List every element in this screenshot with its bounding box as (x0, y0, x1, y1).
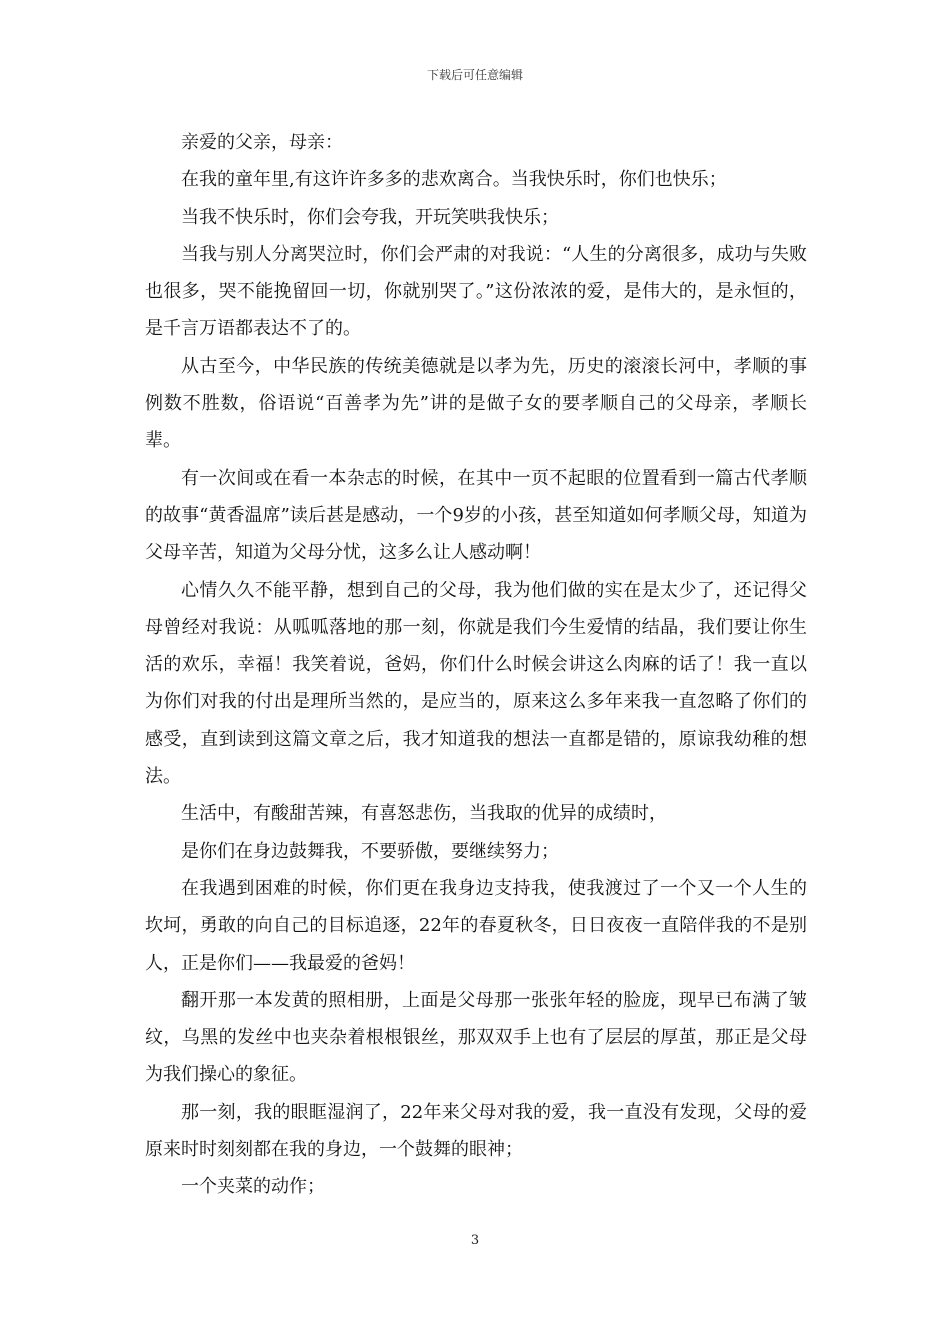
paragraph: 有一次间或在看一本杂志的时候，在其中一页不起眼的位置看到一篇古代孝顺的故事“黄香温席”读后甚是感动，一个9岁的小孩，甚至知道如何孝顺父母，知道为父母辛苦，知道为父母分忧，这多么让人感动啊！ (145, 467, 807, 564)
paragraph: 一个夹菜的动作； (181, 1176, 325, 1198)
paragraph: 翻开那一本发黄的照相册，上面是父母那一张张年轻的脸庞，现早已布满了皱纹，乌黑的发丝中也夹杂着根根银丝，那双双手上也有了层层的厚茧，那正是父母为我们操心的象征。 (145, 989, 807, 1086)
paragraph: 在我遇到困难的时候，你们更在我身边支持我，使我渡过了一个又一个人生的坎坷，勇敢的向自己的目标追逐，22年的春夏秋冬，日日夜夜一直陪伴我的不是别人，正是你们——我最爱的爸妈！ (145, 877, 807, 974)
paragraph: 当我不快乐时，你们会夸我，开玩笑哄我快乐； (181, 206, 559, 228)
page-header: 下载后可任意编辑 (426, 68, 523, 82)
letter-body (145, 124, 807, 1206)
page-number: 3 (470, 1233, 480, 1248)
paragraph: 心情久久不能平静，想到自己的父母，我为他们做的实在是太少了，还记得父母曾经对我说：从呱呱落地的那一刻，你就是我们今生爱情的结晶，我们要让你生活的欢乐，幸福！我笑着说，爸妈，你们什么时候会讲这么肉麻的话了！我一直以为你们对我的付出是理所当然的，是应当的，原来这么多年来我一直忽略了你们的感受，直到读到这篇文章之后，我才知道我的想法一直都是错的，原谅我幼稚的想法。 (145, 579, 807, 788)
paragraph: 那一刻，我的眼眶湿润了，22年来父母对我的爱，我一直没有发现，父母的爱原来时时刻刻都在我的身边，一个鼓舞的眼神； (145, 1101, 807, 1161)
paragraph: 生活中，有酸甜苦辣，有喜怒悲伤，当我取的优异的成绩时， (181, 803, 667, 825)
paragraph: 当我与别人分离哭泣时，你们会严肃的对我说：“人生的分离很多，成功与失败也很多，哭不能挽留回一切，你就别哭了。”这份浓浓的爱，是伟大的，是永恒的，是千言万语都表达不了的。 (145, 243, 807, 340)
paragraph: 在我的童年里,有这许许多多的悲欢离合。当我快乐时，你们也快乐； (181, 169, 727, 191)
paragraph: 从古至今，中华民族的传统美德就是以孝为先，历史的滚滚长河中，孝顺的事例数不胜数，俗语说“百善孝为先”讲的是做子女的要孝顺自己的父母亲，孝顺长辈。 (145, 355, 807, 452)
paragraph: 是你们在身边鼓舞我，不要骄傲，要继续努力； (181, 840, 559, 862)
paragraph: 亲爱的父亲，母亲： (181, 132, 343, 153)
